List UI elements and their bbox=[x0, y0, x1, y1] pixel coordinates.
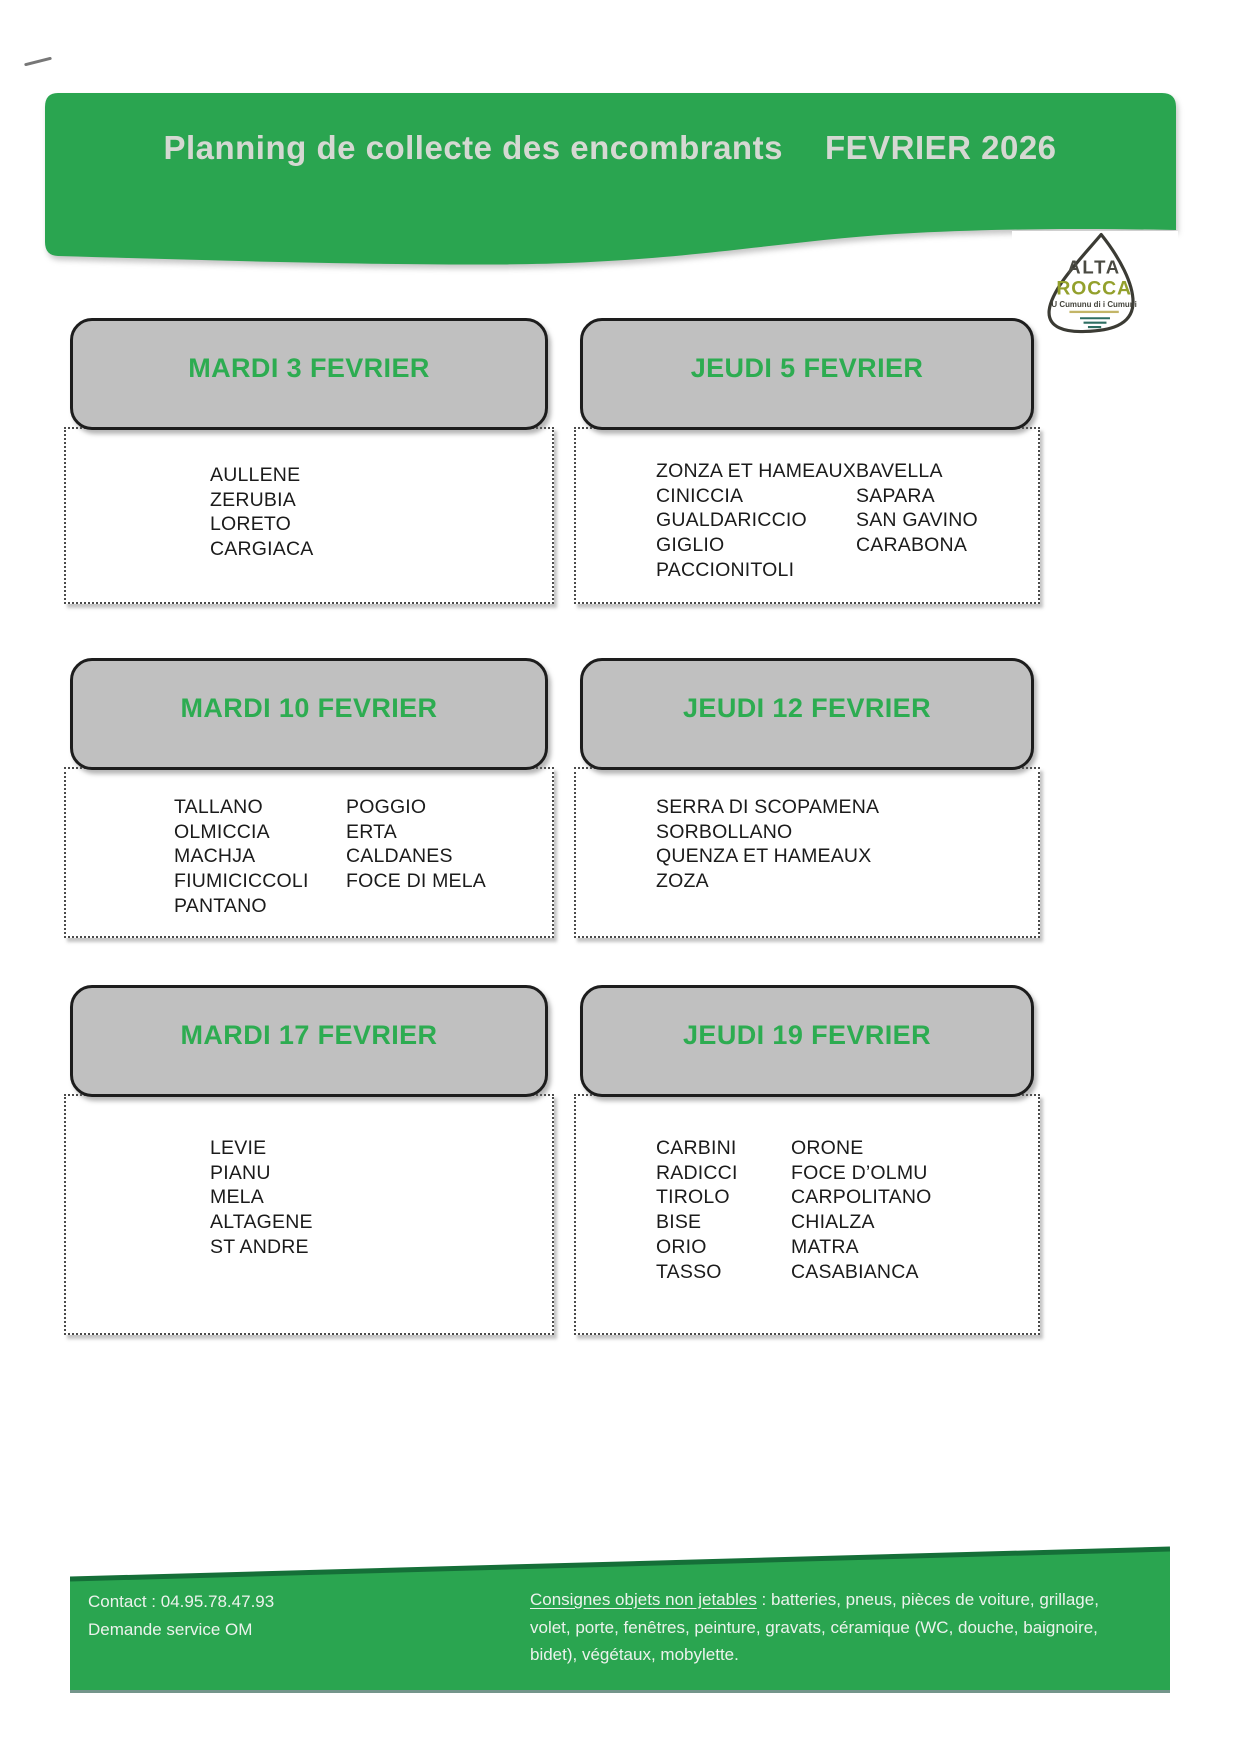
commune-name: GIGLIO bbox=[656, 534, 725, 557]
footer-contact-block bbox=[88, 1588, 274, 1644]
commune-name: LEVIE bbox=[210, 1137, 267, 1159]
commune-name: CASABIANCA bbox=[791, 1260, 919, 1283]
card-jeudi-19-fevrier bbox=[574, 985, 1040, 1335]
commune-name: LORETO bbox=[210, 513, 292, 536]
commune-name: MACHJA bbox=[174, 845, 256, 868]
commune-name: MATRA bbox=[791, 1235, 859, 1258]
contact-phone: Contact : 04.95.78.47.93 bbox=[88, 1592, 275, 1611]
commune-name: ST ANDRE bbox=[210, 1235, 309, 1258]
page-title bbox=[44, 129, 1176, 167]
commune-name: TIROLO bbox=[656, 1186, 730, 1209]
commune-name: BAVELLA bbox=[856, 460, 943, 482]
commune-column bbox=[174, 795, 346, 919]
commune-name: PIANU bbox=[210, 1161, 271, 1184]
consignes-line-3: bidet), végétaux, mobylette. bbox=[530, 1645, 739, 1664]
commune-column bbox=[656, 459, 856, 583]
commune-name: TALLANO bbox=[174, 796, 263, 818]
card-header bbox=[580, 658, 1034, 770]
commune-name: POGGIO bbox=[346, 796, 427, 818]
card-header bbox=[580, 985, 1034, 1097]
commune-name: CALDANES bbox=[346, 845, 453, 868]
card-header bbox=[70, 985, 548, 1097]
commune-name: CARPOLITANO bbox=[791, 1186, 932, 1209]
commune-name: SAPARA bbox=[856, 484, 935, 507]
commune-column bbox=[656, 795, 879, 894]
commune-name: GUALDARICCIO bbox=[656, 509, 807, 532]
commune-name: AULLENE bbox=[210, 464, 301, 486]
header-banner bbox=[44, 93, 1176, 265]
commune-name: TASSO bbox=[656, 1260, 722, 1283]
commune-name: ZOZA bbox=[656, 870, 709, 893]
page-title-month: FEVRIER 2026 bbox=[824, 129, 1057, 166]
commune-name: FOCE DI MELA bbox=[346, 870, 487, 893]
commune-column bbox=[856, 459, 978, 558]
commune-name: ORONE bbox=[791, 1137, 864, 1159]
commune-name: SERRA DI SCOPAMENA bbox=[656, 796, 880, 818]
commune-column bbox=[210, 463, 313, 562]
commune-name: SORBOLLANO bbox=[656, 820, 793, 843]
card-title: MARDI 17 FEVRIER bbox=[180, 1020, 438, 1050]
card-body bbox=[574, 767, 1040, 938]
scan-artifact-mark bbox=[24, 57, 52, 67]
commune-name: BISE bbox=[656, 1211, 702, 1234]
logo-subtitle-text: U Cumunu di i Cumuni bbox=[1051, 299, 1137, 309]
card-title: JEUDI 5 FEVRIER bbox=[690, 353, 924, 383]
commune-name: ERTA bbox=[346, 820, 398, 843]
card-title: MARDI 10 FEVRIER bbox=[180, 693, 438, 723]
logo-tagline-bar bbox=[1069, 311, 1118, 313]
commune-name: CHIALZA bbox=[791, 1211, 875, 1234]
commune-name: CARGIACA bbox=[210, 538, 314, 561]
card-header bbox=[580, 318, 1034, 430]
consignes-label: Consignes objets non jetables bbox=[530, 1590, 757, 1609]
card-jeudi-5-fevrier bbox=[574, 318, 1040, 604]
commune-name: ALTAGENE bbox=[210, 1211, 313, 1234]
footer-consignes-block bbox=[530, 1586, 1170, 1669]
commune-name: ORIO bbox=[656, 1235, 707, 1258]
card-mardi-10-fevrier bbox=[64, 658, 554, 938]
card-title: JEUDI 19 FEVRIER bbox=[683, 1020, 931, 1050]
card-mardi-3-fevrier bbox=[64, 318, 554, 604]
commune-name: MELA bbox=[210, 1186, 264, 1209]
commune-column bbox=[656, 1136, 791, 1284]
card-title: MARDI 3 FEVRIER bbox=[188, 353, 430, 383]
commune-column bbox=[791, 1136, 932, 1284]
service-request-label: Demande service OM bbox=[88, 1620, 253, 1639]
commune-name: CINICCIA bbox=[656, 484, 744, 507]
page-title-text: Planning de collecte des encombrants bbox=[163, 129, 783, 166]
commune-name: FIUMICICCOLI bbox=[174, 870, 309, 893]
leaf-drop-icon bbox=[1036, 231, 1154, 335]
consignes-line-1-rest: : batteries, pneus, pièces de voiture, grillage, bbox=[756, 1590, 1099, 1609]
footer-banner bbox=[70, 1546, 1170, 1693]
card-header bbox=[70, 318, 548, 430]
card-body bbox=[64, 427, 554, 604]
commune-name: OLMICCIA bbox=[174, 820, 270, 843]
consignes-line-2: volet, porte, fenêtres, peinture, gravats, céramique (WC, douche, baignoire, bbox=[530, 1617, 1098, 1637]
commune-name: SAN GAVINO bbox=[856, 509, 978, 532]
commune-name: ZERUBIA bbox=[210, 488, 296, 511]
card-jeudi-12-fevrier bbox=[574, 658, 1040, 938]
commune-name: ZONZA ET HAMEAUX bbox=[656, 460, 857, 482]
commune-name: PACCIONITOLI bbox=[656, 558, 795, 581]
commune-column bbox=[346, 795, 486, 894]
card-body bbox=[64, 767, 554, 938]
commune-name: PANTANO bbox=[174, 894, 267, 917]
card-mardi-17-fevrier bbox=[64, 985, 554, 1335]
commune-name: FOCE D’OLMU bbox=[791, 1161, 928, 1184]
commune-name: CARBINI bbox=[656, 1137, 737, 1159]
card-body bbox=[574, 427, 1040, 604]
banner-wave-shape bbox=[44, 93, 1176, 265]
logo-alta-text: ALTA bbox=[1067, 256, 1121, 278]
commune-name: CARABONA bbox=[856, 534, 968, 557]
commune-column bbox=[210, 1136, 313, 1260]
commune-name: RADICCI bbox=[656, 1161, 738, 1184]
card-body bbox=[64, 1094, 554, 1335]
consignes-line-1 bbox=[530, 1586, 1170, 1614]
commune-name: QUENZA ET HAMEAUX bbox=[656, 845, 872, 868]
card-title: JEUDI 12 FEVRIER bbox=[683, 693, 931, 723]
logo-rocca-text: ROCCA bbox=[1056, 277, 1132, 300]
card-header bbox=[70, 658, 548, 770]
card-body bbox=[574, 1094, 1040, 1335]
